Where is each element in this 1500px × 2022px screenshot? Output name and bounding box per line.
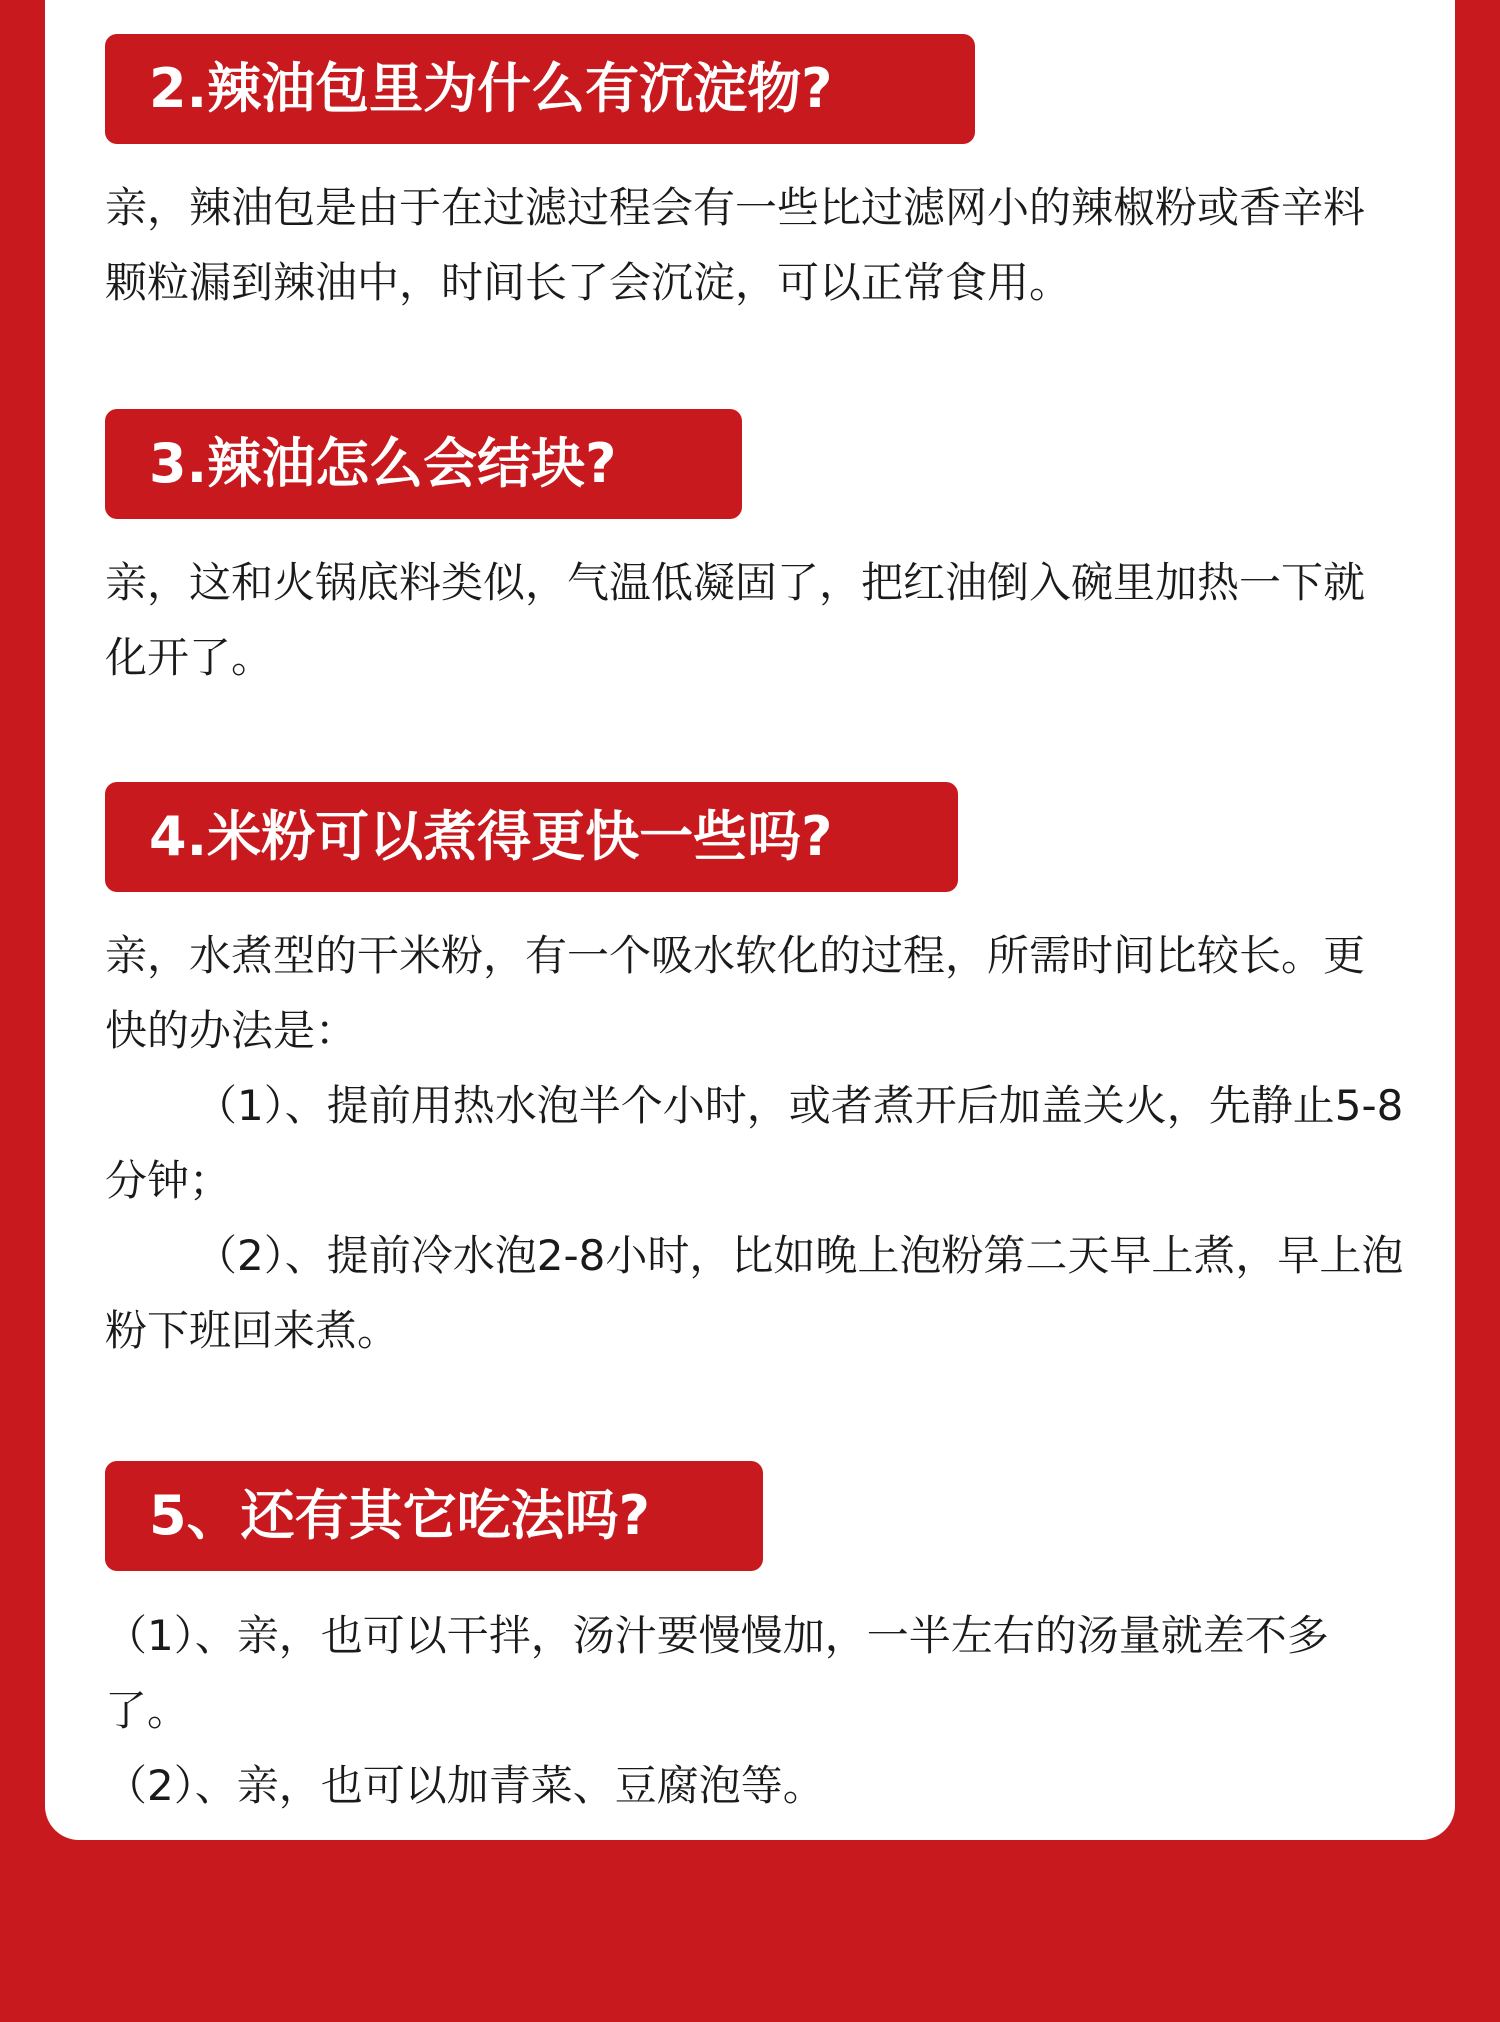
faq-answer-2-paragraph: 亲，辣油包是由于在过滤过程会有一些比过滤网小的辣椒粉或香辛料颗粒漏到辣油中，时间长了会沉淀，可以正常食用。: [105, 183, 1366, 307]
faq-answer-4-paragraph-1: 亲，水煮型的干米粉，有一个吸水软化的过程，所需时间比较长。更快的办法是：: [105, 931, 1366, 1055]
faq-question-2-header: [105, 34, 975, 144]
faq-answer-4: [105, 918, 1405, 1368]
faq-question-4-text: 4.米粉可以煮得更快一些吗?: [149, 805, 833, 868]
faq-answer-5-paragraph-1: （1）、亲，也可以干拌，汤汁要慢慢加，一半左右的汤量就差不多了。: [105, 1611, 1329, 1735]
faq-answer-2: [105, 170, 1405, 320]
faq-question-3-header: [105, 409, 742, 519]
faq-answer-4-paragraph-2: （1）、提前用热水泡半个小时，或者煮开后加盖关火，先静止5-8分钟；: [105, 1081, 1404, 1205]
faq-answer-4-paragraph-3: （2）、提前冷水泡2-8小时，比如晚上泡粉第二天早上煮，早上泡粉下班回来煮。: [105, 1231, 1404, 1355]
faq-question-2-text: 2.辣油包里为什么有沉淀物?: [149, 57, 833, 120]
faq-answer-3-paragraph: 亲，这和火锅底料类似，气温低凝固了，把红油倒入碗里加热一下就化开了。: [105, 558, 1366, 682]
faq-answer-5-paragraph-2: （2）、亲，也可以加青菜、豆腐泡等。: [105, 1761, 825, 1810]
faq-question-5-header: [105, 1461, 763, 1571]
faq-question-4-header: [105, 782, 958, 892]
faq-question-5-text: 5、还有其它吃法吗?: [149, 1484, 650, 1547]
faq-question-3-text: 3.辣油怎么会结块?: [149, 432, 617, 495]
faq-answer-3: [105, 545, 1405, 695]
faq-answer-5: [105, 1598, 1405, 1823]
